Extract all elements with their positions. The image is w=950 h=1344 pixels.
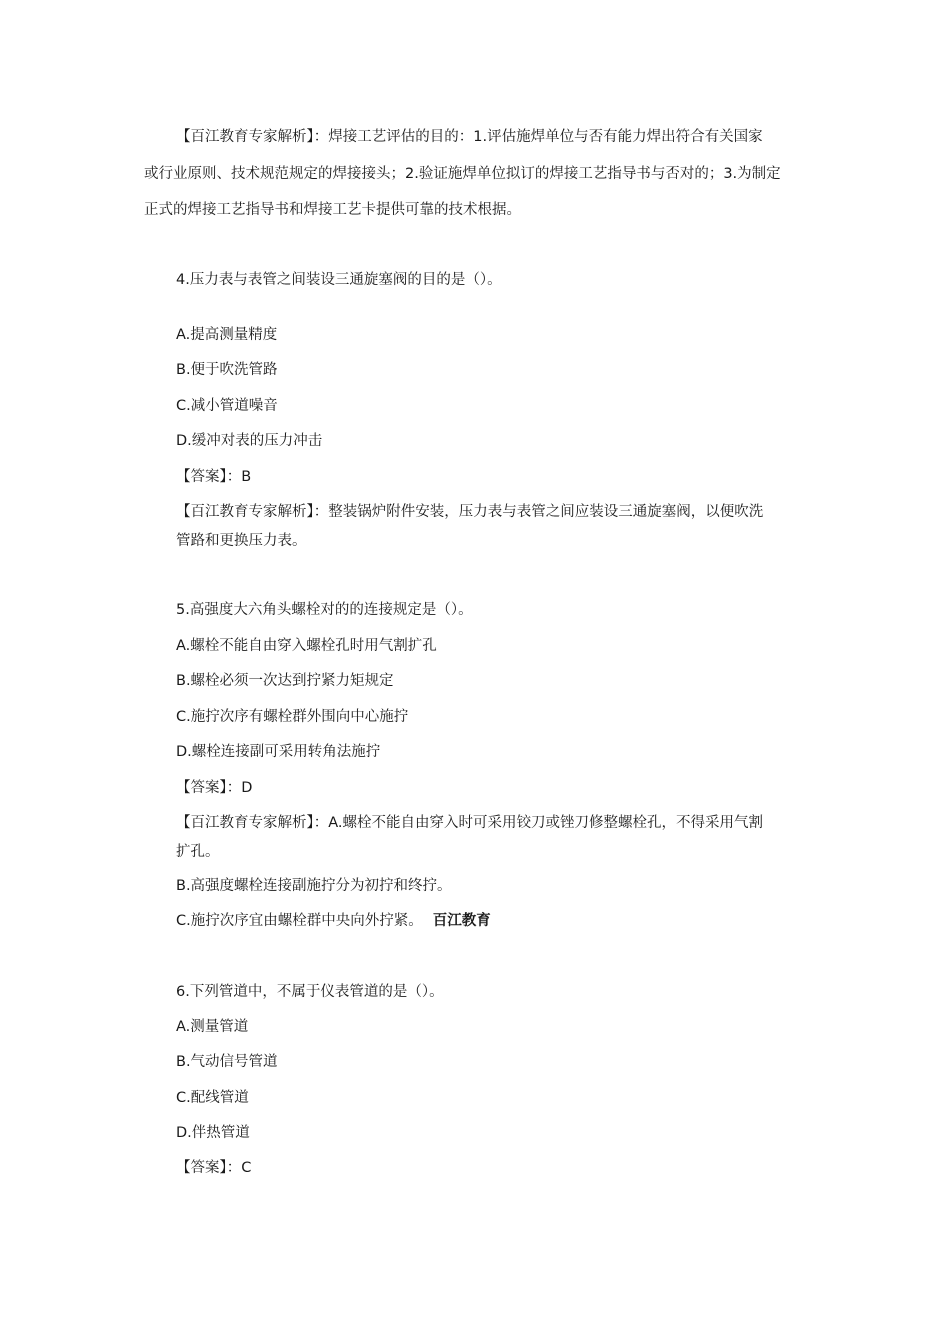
q5-analysis-line-4 [176, 911, 491, 931]
q6-option-d: D.伴热管道 [176, 1125, 250, 1141]
q6-option-a: A.测量管道 [176, 1019, 249, 1035]
q4-analysis-line-1: 【百江教育专家解析】：整装锅炉附件安装，压力表与表管之间应装设三通旋塞阀，以便吹洗 [176, 504, 764, 520]
q5-option-a: A.螺栓不能自由穿入螺栓孔时用气割扩孔 [176, 638, 437, 654]
q4-option-c: C.减小管道噪音 [176, 398, 278, 414]
q5-option-c: C.施拧次序有螺栓群外围向中心施拧 [176, 709, 409, 725]
q4-question: 4.压力表与表管之间装设三通旋塞阀的目的是（）。 [176, 272, 502, 288]
q4-option-b: B.便于吹洗管路 [176, 362, 278, 378]
intro-analysis-line-2: 或行业原则、技术规范规定的焊接接头；2.验证施焊单位拟订的焊接工艺指导书与否对的；3.为制定 [144, 166, 781, 182]
q6-question: 6.下列管道中，不属于仪表管道的是（）。 [176, 984, 444, 1000]
intro-analysis-line-3: 正式的焊接工艺指导书和焊接工艺卡提供可靠的技术根据。 [144, 202, 521, 218]
q6-option-c: C.配线管道 [176, 1090, 249, 1106]
q6-option-b: B.气动信号管道 [176, 1054, 278, 1070]
q5-option-b: B.螺栓必须一次达到拧紧力矩规定 [176, 673, 394, 689]
q5-question: 5.高强度大六角头螺栓对的的连接规定是（）。 [176, 602, 473, 618]
q6-answer: 【答案】：C [176, 1160, 252, 1176]
q5-analysis-line-1: 【百江教育专家解析】：A.螺栓不能自由穿入时可采用铰刀或锉刀修整螺栓孔，不得采用气割 [176, 815, 764, 831]
q5-analysis-line-2: 扩孔。 [176, 844, 220, 860]
brand-text: 百江教育 [432, 913, 491, 929]
q5-answer: 【答案】：D [176, 780, 253, 796]
q4-option-a: A.提高测量精度 [176, 327, 278, 343]
q5-analysis-line-3: B.高强度螺栓连接副施拧分为初拧和终拧。 [176, 878, 452, 894]
q4-option-d: D.缓冲对表的压力冲击 [176, 433, 323, 449]
q4-analysis-line-2: 管路和更换压力表。 [176, 533, 307, 549]
q5-analysis-line-4-text: C.施拧次序宜由螺栓群中央向外拧紧。 [176, 913, 423, 929]
intro-analysis-line-1: 【百江教育专家解析】：焊接工艺评估的目的：1.评估施焊单位与否有能力焊出符合有关国家 [176, 129, 763, 145]
q4-answer: 【答案】：B [176, 469, 252, 485]
q5-option-d: D.螺栓连接副可采用转角法施拧 [176, 744, 381, 760]
